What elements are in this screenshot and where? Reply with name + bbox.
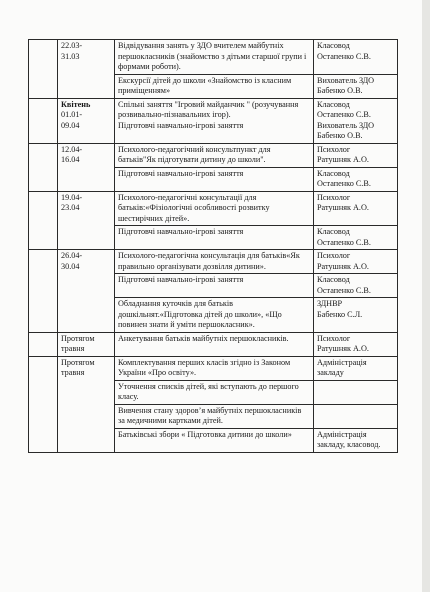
schedule-table (28, 39, 398, 453)
responsible-cell: Класовод Остапенко С.В. (314, 40, 398, 75)
table-row (29, 191, 398, 226)
date-range: 22.03- 31.03 (61, 41, 83, 61)
responsible-cell: Психолог Ратушняк А.О. (314, 191, 398, 226)
responsible-cell: ЗДНВР Бабенко С.Л. (314, 298, 398, 333)
page-edge-shadow (422, 0, 430, 592)
date-cell (58, 250, 115, 333)
activity-cell: Обладнання куточків для батьків дошкільнят.«Підготовка дітей до школи», «Що повинен знати й уміти першокласник». (115, 298, 314, 333)
responsible-cell: Вихователь ЗДО Бабенко О.В. (314, 74, 398, 98)
date-cell (58, 191, 115, 250)
table-row (29, 356, 398, 380)
activity-cell: Анкетування батьків майбутніх першокласників. (115, 332, 314, 356)
responsible-cell: Адміністрація закладу (314, 356, 398, 380)
month-label: Квітень (61, 99, 91, 109)
activity-cell: Відвідування занять у ЗДО вчителем майбутніх першокласників (знайомство з дітьми старшої групи і формами роботи). (115, 40, 314, 75)
date-cell (58, 98, 115, 143)
date-range: 01.01- 09.04 (61, 110, 83, 130)
date-cell (58, 356, 115, 452)
date-range: 19.04- 23.04 (61, 192, 83, 212)
activity-cell: Екскурсії дітей до школи «Знайомство із класним приміщенням» (115, 74, 314, 98)
table-row (29, 143, 398, 167)
activity-cell: Підготовчі навчально-ігрові заняття (115, 274, 314, 298)
date-range: 26.04- 30.04 (61, 251, 83, 271)
table-row (29, 40, 398, 75)
responsible-cell: Психолог Ратушняк А.О. (314, 332, 398, 356)
activity-cell: Спільні заняття "Ігровий майданчик " (розучування розвивально-пізнавальних ігор). Підготовчі навчально-ігрові заняття (115, 98, 314, 143)
responsible-cell (314, 404, 398, 428)
activity-cell: Психолого-педагогічні консультації для батьків:«Фізіологічні особливості розвитку шестирічних дітей». (115, 191, 314, 226)
date-cell (58, 143, 115, 191)
responsible-cell: Класовод Остапенко С.В. (314, 167, 398, 191)
activity-cell: Підготовчі навчально-ігрові заняття (115, 226, 314, 250)
date-range: Протягом травня (61, 333, 95, 353)
empty-cell (29, 356, 58, 452)
responsible-cell (314, 380, 398, 404)
responsible-cell: Психолог Ратушняк А.О. (314, 250, 398, 274)
responsible-cell: Класовод Остапенко С.В. Вихователь ЗДО Бабенко О.В. (314, 98, 398, 143)
date-range: 12.04- 16.04 (61, 144, 83, 164)
activity-cell: Психолого-педагогічний консультпункт для батьків"Як підготувати дитину до школи". (115, 143, 314, 167)
activity-cell: Підготовчі навчально-ігрові заняття (115, 167, 314, 191)
date-cell (58, 332, 115, 356)
date-cell (58, 40, 115, 99)
activity-cell: Психолого-педагогічна консультація для батьків«Як правильно організувати дозвілля дитини». (115, 250, 314, 274)
responsible-cell: Класовод Остапенко С.В. (314, 274, 398, 298)
empty-cell (29, 98, 58, 143)
activity-cell: Батьківські збори « Підготовка дитини до школи» (115, 428, 314, 452)
table-row (29, 250, 398, 274)
responsible-cell: Класовод Остапенко С.В. (314, 226, 398, 250)
empty-cell (29, 250, 58, 333)
activity-cell: Вивчення стану здоров’я майбутніх першокласників за медичними картками дітей. (115, 404, 314, 428)
responsible-cell: Адміністрація закладу, класовод. (314, 428, 398, 452)
date-range: Протягом травня (61, 357, 95, 377)
table-row (29, 332, 398, 356)
schedule-table-body (29, 40, 398, 453)
empty-cell (29, 40, 58, 99)
activity-cell: Комплектування перших класів згідно із Законом України «Про освіту». (115, 356, 314, 380)
empty-cell (29, 191, 58, 250)
empty-cell (29, 332, 58, 356)
table-row (29, 98, 398, 143)
empty-cell (29, 143, 58, 191)
activity-cell: Уточнення списків дітей, які вступають до першого класу. (115, 380, 314, 404)
responsible-cell: Психолог Ратушняк А.О. (314, 143, 398, 167)
